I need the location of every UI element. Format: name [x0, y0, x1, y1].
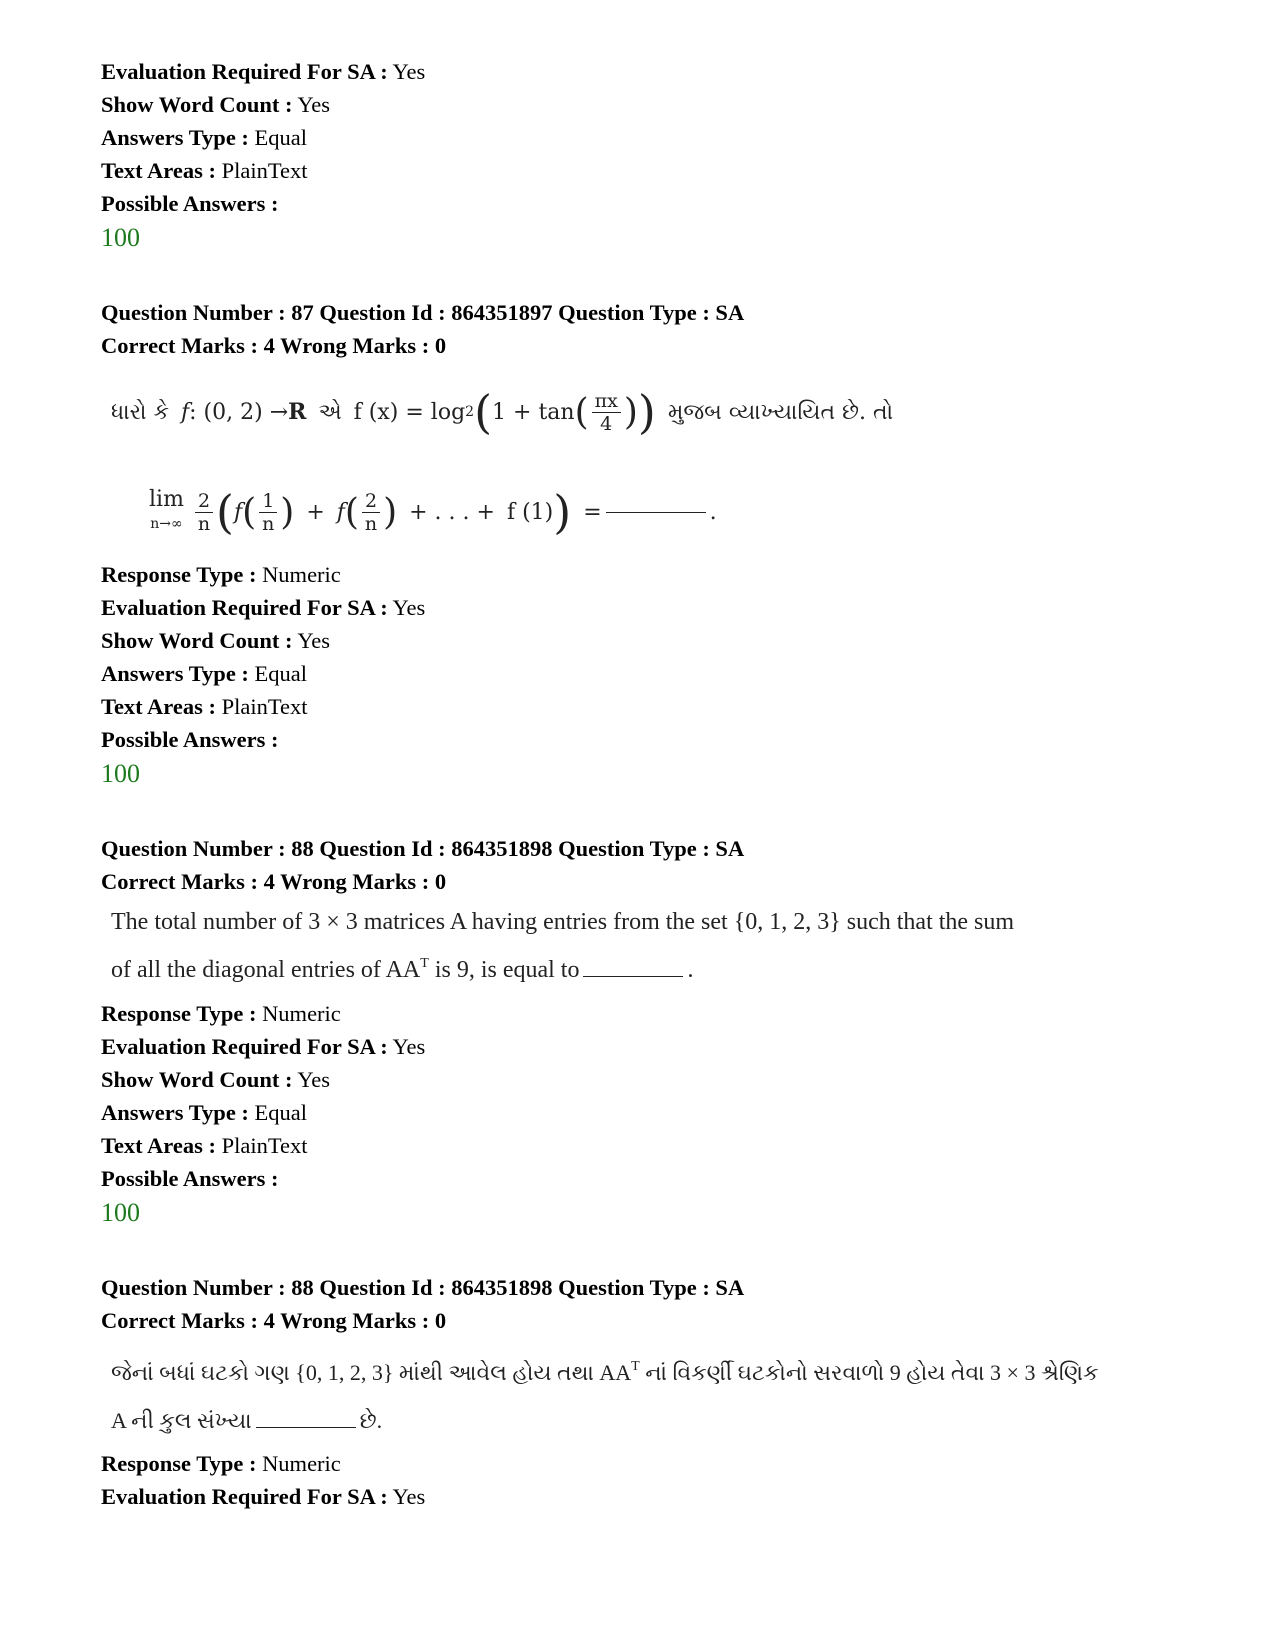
- question-88-gujarati: [101, 1271, 1191, 1513]
- field-value: Yes: [297, 92, 331, 117]
- question-88-english: [101, 832, 1191, 1231]
- field-value: Yes: [392, 1034, 426, 1059]
- fraction-2-over-n: [362, 490, 380, 535]
- response-type-row: [101, 558, 1191, 591]
- field-value: Yes: [297, 628, 331, 653]
- math-R: R: [288, 399, 307, 425]
- text-part: છે.: [359, 1408, 383, 1433]
- limit-operator: [149, 488, 184, 536]
- field-value: Equal: [254, 1100, 308, 1125]
- text-part: .: [687, 957, 694, 983]
- lim-under: n→∞: [150, 516, 183, 532]
- question-text-line: [111, 1343, 1191, 1397]
- question-text-line: [111, 943, 1191, 991]
- math-fx: f (x) = log: [353, 399, 466, 425]
- lim-text: lim: [149, 487, 184, 512]
- field-label: Show Word Count :: [101, 92, 293, 117]
- denominator: n: [364, 512, 378, 535]
- math-tan: 1 + tan: [492, 399, 575, 425]
- gu-text: ધારો કે: [111, 399, 169, 425]
- possible-answers-label: Possible Answers :: [101, 1166, 279, 1191]
- field-label: Text Areas :: [101, 158, 216, 183]
- answer-blank: [606, 512, 706, 513]
- field-value: Equal: [254, 661, 308, 686]
- show-word-count-row: [101, 88, 1191, 121]
- numerator: πx: [592, 390, 621, 413]
- text-part: of all the diagonal entries of AA: [111, 957, 421, 983]
- answers-type-row: [101, 657, 1191, 690]
- math-f1: f (1): [506, 499, 554, 525]
- prev-question-meta: [101, 55, 1191, 256]
- field-value: Yes: [297, 1067, 331, 1092]
- denominator: n: [197, 512, 211, 535]
- math-equals: =: [583, 499, 602, 525]
- field-value: PlainText: [221, 694, 308, 719]
- answer-blank: [583, 976, 683, 977]
- field-label: Response Type :: [101, 1001, 257, 1026]
- field-value: Yes: [392, 595, 426, 620]
- field-value: Yes: [392, 1484, 426, 1509]
- evaluation-required-row: [101, 1030, 1191, 1063]
- math-f: f: [181, 399, 190, 425]
- question-marks: Correct Marks : 4 Wrong Marks : 0: [101, 1308, 447, 1333]
- answer-blank: [256, 1427, 356, 1428]
- question-text-line: [111, 1397, 1191, 1445]
- question-text-line: The total number of 3 × 3 matrices A having entries from the set {0, 1, 2, 3} such that the sum: [111, 909, 1015, 935]
- question-marks: Correct Marks : 4 Wrong Marks : 0: [101, 333, 447, 358]
- field-label: Evaluation Required For SA :: [101, 59, 388, 84]
- numerator: 2: [195, 490, 213, 513]
- field-label: Evaluation Required For SA :: [101, 595, 388, 620]
- text-part: is 9, is equal to: [428, 957, 580, 983]
- possible-answer-value: 100: [101, 1198, 140, 1227]
- answers-type-row: [101, 121, 1191, 154]
- evaluation-required-row: [101, 55, 1191, 88]
- evaluation-required-row: [101, 1480, 1191, 1513]
- numerator: 2: [362, 490, 380, 513]
- question-marks: Correct Marks : 4 Wrong Marks : 0: [101, 869, 447, 894]
- math-domain: : (0, 2) →: [189, 399, 289, 425]
- text-part: A ની કુલ સંખ્યા: [111, 1408, 252, 1433]
- text-areas-row: [101, 690, 1191, 723]
- field-value: PlainText: [221, 1133, 308, 1158]
- math-f: f: [233, 499, 243, 525]
- math-f: f: [336, 499, 345, 525]
- question-header: Question Number : 87 Question Id : 864351897 Question Type : SA: [101, 300, 745, 325]
- text-areas-row: [101, 1129, 1191, 1162]
- denominator: n: [262, 512, 275, 535]
- math-period: .: [709, 499, 717, 525]
- field-label: Text Areas :: [101, 1133, 216, 1158]
- answers-type-row: [101, 1096, 1191, 1129]
- math-log-base: 2: [465, 404, 475, 420]
- field-value: PlainText: [221, 158, 308, 183]
- math-dots: + . . . +: [409, 499, 495, 525]
- gu-text: મુજબ વ્યાખ્યાયિત છે. તો: [667, 399, 894, 425]
- math-plus: +: [306, 499, 325, 525]
- possible-answers-label: Possible Answers :: [101, 191, 279, 216]
- fraction-pi-x-over-4: [592, 390, 621, 435]
- field-value: Yes: [392, 59, 426, 84]
- superscript-T: T: [420, 956, 429, 971]
- field-value: Numeric: [262, 562, 341, 587]
- possible-answers-label: Possible Answers :: [101, 727, 279, 752]
- show-word-count-row: [101, 624, 1191, 657]
- field-label: Response Type :: [101, 1451, 257, 1476]
- text-part: જેનાં બધાં ઘટકો ગણ {0, 1, 2, 3} માંથી આવેલ હોય તથા AA: [111, 1360, 632, 1385]
- field-label: Response Type :: [101, 562, 257, 587]
- field-label: Evaluation Required For SA :: [101, 1034, 388, 1059]
- field-label: Text Areas :: [101, 694, 216, 719]
- text-areas-row: [101, 154, 1191, 187]
- question-87-limit: lim n→∞ $\frac{2}{n}$ ( f ( $\frac{1}{n}$ ) + f ( $\frac{2}{n}$ ) + . . . + f (1) ) = .: [149, 485, 717, 539]
- evaluation-required-row: [101, 591, 1191, 624]
- field-label: Answers Type :: [101, 661, 249, 686]
- possible-answer-value: 100: [101, 759, 140, 788]
- text-part: નાં વિકર્ણી ઘટકોનો સરવાળો 9 હોય તેવા 3 × 3 શ્રેણિક: [639, 1360, 1099, 1385]
- question-87: [101, 296, 1191, 792]
- field-value: Numeric: [262, 1451, 341, 1476]
- superscript-T: T: [631, 1359, 640, 1374]
- field-value: Equal: [254, 125, 308, 150]
- response-type-row: [101, 997, 1191, 1030]
- field-label: Show Word Count :: [101, 1067, 293, 1092]
- field-label: Answers Type :: [101, 1100, 249, 1125]
- question-header: Question Number : 88 Question Id : 864351898 Question Type : SA: [101, 1275, 745, 1300]
- show-word-count-row: [101, 1063, 1191, 1096]
- numerator: 1: [259, 490, 277, 513]
- question-88-text: [111, 902, 1191, 991]
- fraction-2-over-n: [195, 490, 213, 535]
- field-label: Answers Type :: [101, 125, 249, 150]
- field-label: Evaluation Required For SA :: [101, 1484, 388, 1509]
- question-paper-page: [101, 55, 1191, 1513]
- question-header: Question Number : 88 Question Id : 864351898 Question Type : SA: [101, 836, 745, 861]
- fraction-1-over-n: [259, 490, 277, 535]
- gu-text: એ: [318, 399, 342, 425]
- field-value: Numeric: [262, 1001, 341, 1026]
- question-87-text: ધારો કે f : (0, 2) → R એ f (x) = log 2 ( 1 + tan ( $\frac{\pi x}{4}$ ) ) મુજબ વ્યાખ્યાયિત છે. તો: [111, 385, 894, 439]
- question-88-gu-text: [111, 1343, 1191, 1445]
- response-type-row: [101, 1447, 1191, 1480]
- denominator: 4: [600, 412, 613, 435]
- field-label: Show Word Count :: [101, 628, 293, 653]
- possible-answer-value: 100: [101, 223, 140, 252]
